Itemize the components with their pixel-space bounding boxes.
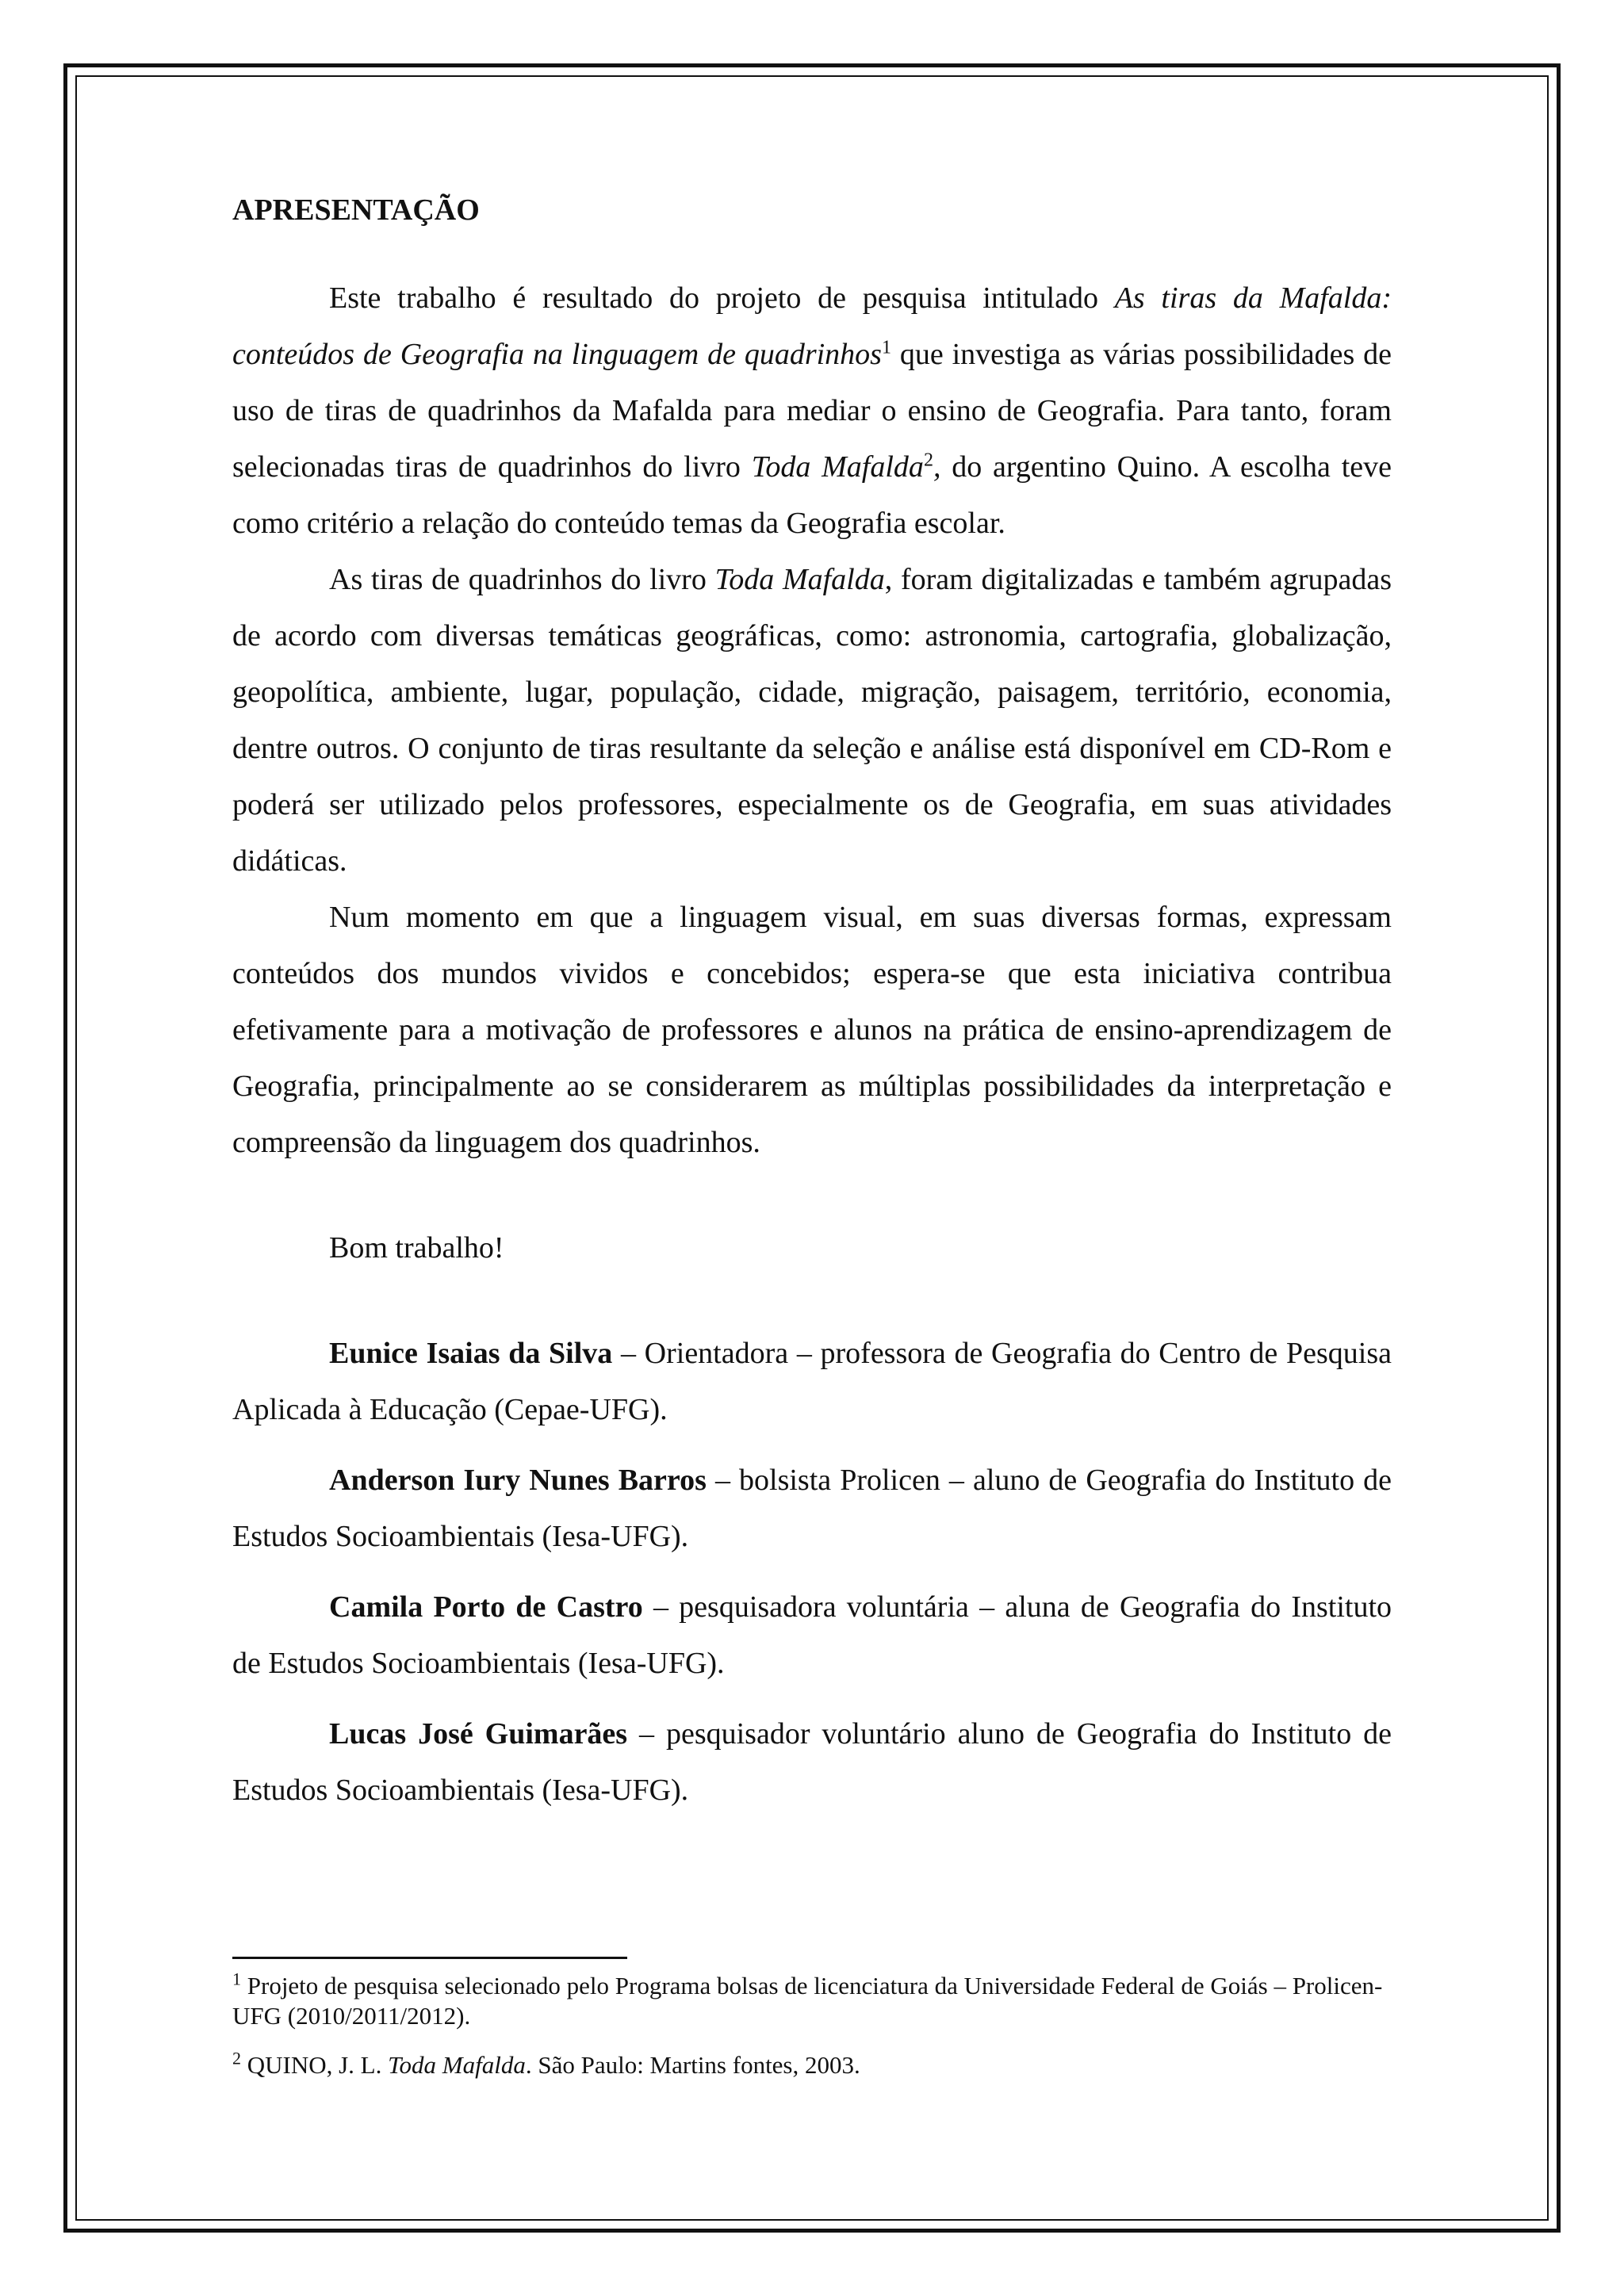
author-entry: [232, 1326, 1392, 1438]
author-entry: [232, 1452, 1392, 1565]
author-entry: [232, 1579, 1392, 1692]
author-role: – bolsista Prolicen – aluno de Geografia do Instituto de Estudos Socioambientais (Iesa-UFG).: [232, 1464, 1392, 1553]
closing-line: Bom trabalho!: [329, 1231, 504, 1265]
footnote-text-a: QUINO, J. L.: [241, 2051, 389, 2079]
document-body: [232, 182, 1392, 1819]
footnote-ref-1: 1: [881, 337, 891, 358]
paragraph-1-text-b: que investiga as várias possibilidades de uso de tiras de quadrinhos da Mafalda para mediar o ensino de Geografia. Para tanto, foram selecionadas tiras de quadrinhos do livro: [232, 338, 1392, 484]
footnote-separator: [232, 1957, 627, 1959]
author-role: – Orientadora – professora de Geografia do Centro de Pesquisa Aplicada à Educação (Cepae-UFG).: [232, 1337, 1392, 1426]
book-title-comma: ,: [933, 450, 941, 484]
footnote-ref-2: 2: [923, 450, 933, 471]
paragraph-2-text-b: , foram digitalizadas e também agrupadas de acordo com diversas temáticas geográficas, como: astronomia, cartografia, globalização, geopolítica, ambiente, lugar, população, cidade, migração, paisagem, território, economia, dentre outros. O conjunto de tiras resultante da seleção e análise está disponível em CD-Rom e poderá ser utilizado pelos professores, especialmente os de Geografia, em suas atividades didáticas.: [232, 563, 1392, 878]
paragraph-2: [232, 552, 1392, 890]
footnote-2: [232, 2050, 1392, 2080]
author-role: – pesquisadora voluntária – aluna de Geografia do Instituto de Estudos Socioambientais (Iesa-UFG).: [232, 1590, 1392, 1680]
footnote-1: [232, 1971, 1392, 2031]
footnote-text-b: . São Paulo: Martins fontes, 2003.: [525, 2051, 860, 2079]
author-name: Anderson Iury Nunes Barros: [329, 1464, 707, 1497]
author-name: Lucas José Guimarães: [329, 1717, 628, 1751]
paragraph-3: Num momento em que a linguagem visual, em suas diversas formas, expressam conteúdos dos mundos vividos e concebidos; espera-se que esta iniciativa contribua efetivamente para a motivação de professores e alunos na prática de ensino-aprendizagem de Geografia, principalmente ao se considerarem as múltiplas possibilidades da interpretação e compreensão da linguagem dos quadrinhos.: [232, 901, 1392, 1159]
footnote-number: 1: [232, 1969, 241, 1989]
footnote-number: 2: [232, 2048, 241, 2068]
page-title: APRESENTAÇÃO: [232, 193, 480, 227]
author-name: Eunice Isaias da Silva: [329, 1337, 613, 1370]
paragraph-1-text-c: do argentino Quino. A escolha teve como critério a relação do conteúdo temas da Geografia escolar.: [232, 450, 1392, 540]
paragraph-2-text-a: As tiras de quadrinhos do livro: [329, 563, 715, 596]
footnote-book-title: Toda Mafalda: [388, 2051, 526, 2079]
paragraph-1-text-a: Este trabalho é resultado do projeto de pesquisa intitulado: [329, 281, 1115, 315]
paragraph-1: [232, 270, 1392, 552]
project-title: As tiras da Mafalda: conteúdos de Geografia na linguagem de quadrinhos: [232, 281, 1392, 371]
footnotes: [232, 1971, 1392, 2080]
footnote-text: Projeto de pesquisa selecionado pelo Programa bolsas de licenciatura da Universidade Federal de Goiás – Prolicen-UFG (2010/2011/2012).: [232, 1972, 1383, 2030]
author-entry: [232, 1706, 1392, 1819]
book-title: Toda Mafalda: [714, 563, 885, 596]
author-name: Camila Porto de Castro: [329, 1590, 643, 1624]
author-role: – pesquisador voluntário aluno de Geografia do Instituto de Estudos Socioambientais (Iesa-UFG).: [232, 1717, 1392, 1807]
book-title: Toda Mafalda: [751, 450, 924, 484]
